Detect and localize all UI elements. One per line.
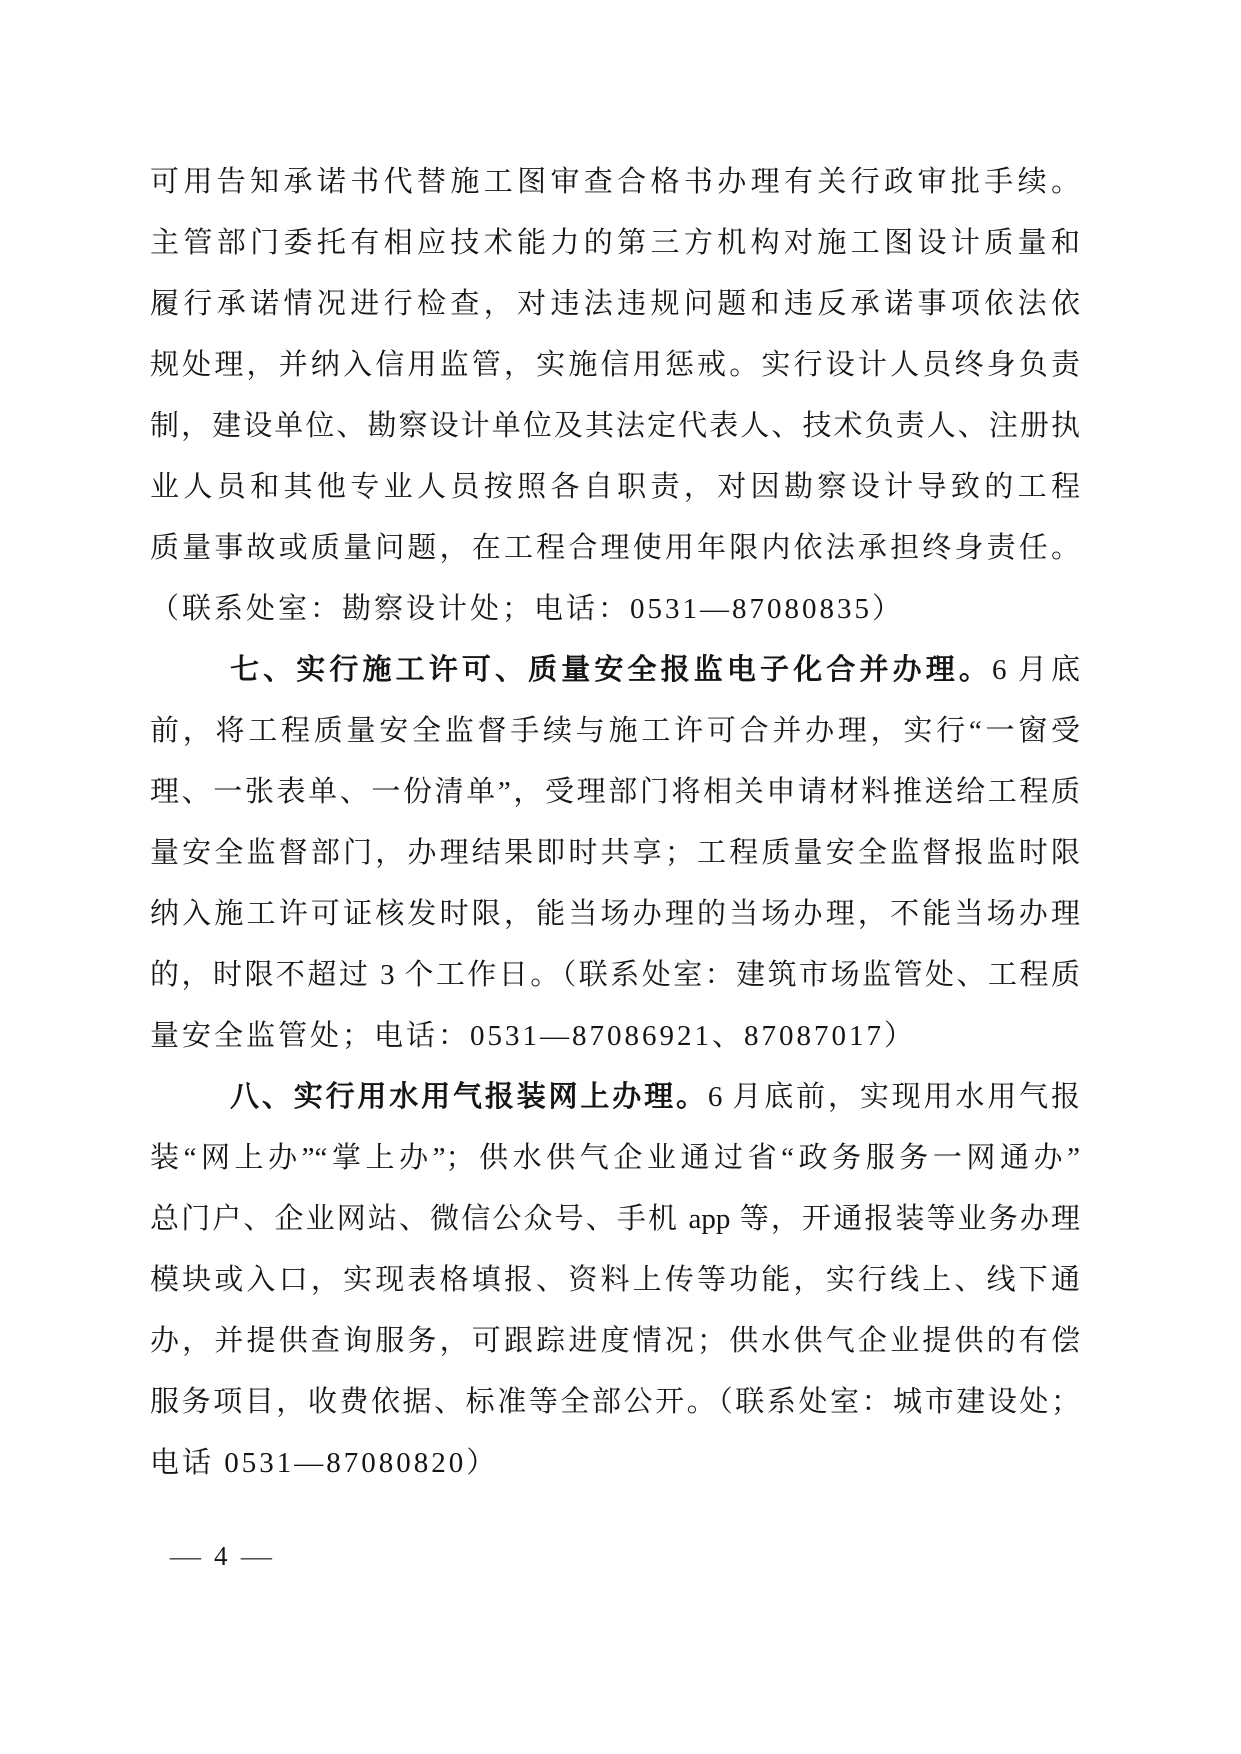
text-run: 业人员和其他专业人员按照各自职责，对因勘察设计导致的工程 <box>150 471 1080 503</box>
text-run: 装“网上办”“掌上办”；供水供气企业通过省“政务服务一网通办” <box>150 1142 1080 1174</box>
text-run: 前，将工程质量安全监督手续与施工许可合并办理，实行“一窗受 <box>150 715 1080 747</box>
text-run: 可用告知承诺书代替施工图审查合格书办理有关行政审批手续。 <box>150 166 1080 198</box>
text-run: 办，并提供查询服务，可跟踪进度情况；供水供气企业提供的有偿 <box>150 1325 1080 1357</box>
body-text-line <box>150 579 1080 640</box>
text-run: （联系处室：勘察设计处；电话：0531—87080835） <box>150 593 905 625</box>
text-run: 主管部门委托有相应技术能力的第三方机构对施工图设计质量和 <box>150 227 1080 259</box>
text-run: 模块或入口，实现表格填报、资料上传等功能，实行线上、线下通 <box>150 1264 1080 1296</box>
section-heading-line <box>150 1067 1080 1128</box>
text-run: 履行承诺情况进行检查，对违法违规问题和违反承诺事项依法依 <box>150 288 1080 320</box>
text-run: 6 月底 <box>991 654 1080 686</box>
text-run: 6 月底前，实现用水用气报 <box>707 1081 1080 1113</box>
text-run: 的，时限不超过 3 个工作日。（联系处室：建筑市场监管处、工程质 <box>150 959 1080 991</box>
section-heading-line <box>150 640 1080 701</box>
body-text-line <box>150 396 1080 457</box>
text-run: 质量事故或质量问题，在工程合理使用年限内依法承担终身责任。 <box>150 532 1080 564</box>
body-text-line <box>150 1372 1080 1433</box>
body-text-line <box>150 884 1080 945</box>
text-run: 量安全监管处；电话：0531—87086921、87087017） <box>150 1020 917 1052</box>
body-text-line <box>150 335 1080 396</box>
body-text-line <box>150 457 1080 518</box>
text-run: 纳入施工许可证核发时限，能当场办理的当场办理，不能当场办理 <box>150 898 1080 930</box>
footer-left-dash: — <box>169 1541 203 1571</box>
text-run: 总门户、企业网站、微信公众号、手机 app 等，开通报装等业务办理 <box>150 1203 1080 1235</box>
body-text-line <box>150 1006 1080 1067</box>
body-text-line <box>150 1433 1080 1494</box>
body-text-line <box>150 1311 1080 1372</box>
body-text-line <box>150 152 1080 213</box>
text-run: 服务项目，收费依据、标准等全部公开。（联系处室：城市建设处； <box>150 1386 1080 1418</box>
footer-right-dash: — <box>240 1541 273 1571</box>
body-text-line <box>150 213 1080 274</box>
body-text-line <box>150 1128 1080 1189</box>
body-text-line <box>150 945 1080 1006</box>
page-number: 4 <box>214 1541 229 1571</box>
text-run: 规处理，并纳入信用监管，实施信用惩戒。实行设计人员终身负责 <box>150 349 1080 381</box>
text-run: 制，建设单位、勘察设计单位及其法定代表人、技术负责人、注册执 <box>150 410 1080 442</box>
body-text-line <box>150 701 1080 762</box>
section-heading-text: 七、实行施工许可、质量安全报监电子化合并办理。 <box>230 654 992 686</box>
body-text-line <box>150 762 1080 823</box>
document-body <box>150 152 1080 1494</box>
section-heading-text: 八、实行用水用气报装网上办理。 <box>230 1081 708 1113</box>
body-text-line <box>150 274 1080 335</box>
body-text-line <box>150 823 1080 884</box>
body-text-line <box>150 1250 1080 1311</box>
text-run: 电话 0531—87080820） <box>150 1447 499 1479</box>
body-text-line <box>150 1189 1080 1250</box>
text-run: 理、一张表单、一份清单”，受理部门将相关申请材料推送给工程质 <box>150 776 1080 808</box>
page-footer <box>169 1536 273 1576</box>
body-text-line <box>150 518 1080 579</box>
text-run: 量安全监督部门，办理结果即时共享；工程质量安全监督报监时限 <box>150 837 1080 869</box>
